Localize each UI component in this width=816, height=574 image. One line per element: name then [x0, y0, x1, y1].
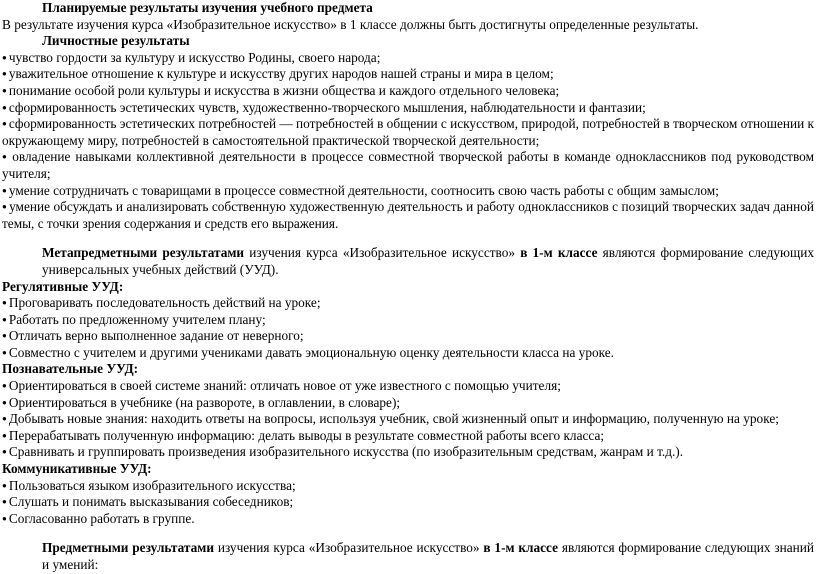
list-item: ● уважительное отношение к культуре и искусству других народов нашей страны и мира в целом; [2, 66, 814, 83]
list-item: ● Проговаривать последовательность действий на уроке; [2, 295, 814, 312]
list-item: ● чувство гордости за культуру и искусство Родины, своего народа; [2, 50, 814, 67]
list-item: ● Сравнивать и группировать произведения изобразительного искусства (по изобразительным средствам, жанрам и т.д.). [2, 444, 814, 461]
list-item: ● умение сотрудничать с товарищами в процессе совместной деятельности, соотносить свою часть работы с общим замыслом; [2, 183, 814, 200]
list-item: ● Пользоваться языком изобразительного искусства; [2, 478, 814, 495]
grade-label: в 1-м классе [483, 540, 559, 556]
list-item: ● сформированность эстетических чувств, художественно-творческого мышления, наблюдательности и фантазии; [2, 100, 814, 117]
list-item: ● умение обсуждать и анализировать собственную художественную деятельность и работу одноклассников с позиций творческих задач данной темы, с точки зрения содержания и средств его выражения. [2, 199, 814, 232]
list-item: ● Ориентироваться в учебнике (на развороте, в оглавлении, в словаре); [2, 395, 814, 412]
list-item: ● Добывать новые знания: находить ответы на вопросы, используя учебник, свой жизненный опыт и информацию, полученную на уроке; [2, 411, 814, 428]
subject-text: изучения курса «Изобразительное искусство» [214, 540, 484, 556]
list-item: ● Ориентироваться в своей системе знаний: отличать новое от уже известного с помощью учителя; [2, 378, 814, 395]
meta-text: изучения курса «Изобразительное искусство» [244, 245, 521, 261]
list-item: ● Слушать и понимать высказывания собеседников; [2, 494, 814, 511]
list-item: ● понимание особой роли культуры и искусства в жизни общества и каждого отдельного человека; [2, 83, 814, 100]
document-title: Планируемые результаты изучения учебного предмета [42, 0, 373, 15]
subject-results-label: Предметными результатами [42, 540, 214, 556]
list-item: ● Работать по предложенному учителем плану; [2, 312, 814, 329]
list-item: ● Перерабатывать полученную информацию: делать выводы в результате совместной работы всего класса; [2, 428, 814, 445]
meta-results-paragraph [2, 245, 814, 278]
subject-text: являются формирование следующих знаний и умений: [42, 540, 814, 572]
list-item: ● сформированность эстетических потребностей — потребностей в общении с искусством, природой, потребностей в творческом отношении к окружающему миру, потребностей в самостоятельной практической творческой деятельности; [2, 116, 814, 149]
cognitive-heading: Познавательные УУД: [2, 361, 139, 377]
communicative-heading: Коммуникативные УУД: [2, 461, 152, 477]
meta-text: являются формирование следующих универсальных учебных действий (УУД). [42, 245, 814, 277]
list-item: ● Отличать верно выполненное задание от неверного; [2, 328, 814, 345]
list-item: ● Совместно с учителем и другими учениками давать эмоциональную оценку деятельности класса на уроке. [2, 345, 814, 362]
grade-label: в 1-м классе [520, 245, 598, 261]
meta-results-label: Метапредметными результатами [42, 245, 245, 261]
subject-results-paragraph [2, 540, 814, 573]
regulatory-heading: Регулятивные УУД: [2, 278, 124, 294]
personal-results-heading: Личностные результаты [42, 33, 190, 49]
intro-paragraph: В результате изучения курса «Изобразительное искусство» в 1 классе должны быть достигнуты определенные результаты. [2, 16, 699, 32]
list-item: ● овладение навыками коллективной деятельности в процессе совместной творческой работы в команде одноклассников под руководством учителя; [2, 149, 814, 182]
list-item: ● Согласованно работать в группе. [2, 511, 814, 528]
